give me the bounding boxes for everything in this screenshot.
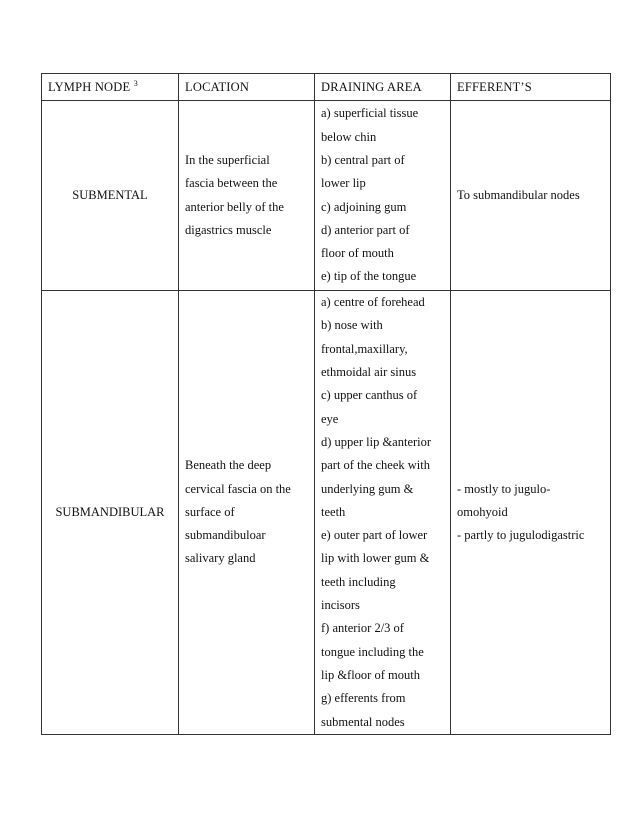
table-header-row — [42, 74, 611, 101]
header-lymph-node — [42, 74, 179, 101]
text-line: ethmoidal air sinus — [321, 365, 417, 380]
cell-efferents — [451, 101, 611, 291]
header-lymph-node-label: LYMPH NODE — [48, 80, 131, 94]
text-line: - partly to jugulodigastric — [457, 528, 585, 543]
lymph-node-table — [41, 73, 611, 735]
text-line: e) outer part of lower — [321, 528, 428, 543]
cell-node-name: SUBMENTAL — [42, 101, 179, 291]
text-line: Beneath the deep — [185, 458, 272, 473]
text-line: tongue including the — [321, 644, 424, 659]
text-line: g) efferents from — [321, 691, 406, 706]
header-location: LOCATION — [179, 74, 315, 101]
text-line: lip with lower gum & — [321, 551, 430, 566]
text-line: part of the cheek with — [321, 458, 430, 473]
text-line: b) nose with — [321, 318, 383, 333]
text-line: d) upper lip &anterior — [321, 434, 432, 449]
text-line: omohyoid — [457, 504, 508, 519]
table-row — [42, 101, 611, 291]
text-line: b) central part of — [321, 152, 405, 167]
text-line: e) tip of the tongue — [321, 269, 417, 284]
header-efferents: EFFERENT’S — [451, 74, 611, 101]
cell-draining-area — [315, 101, 451, 291]
text-line: lower lip — [321, 176, 366, 191]
text-line: anterior belly of the — [185, 199, 284, 214]
text-line: a) superficial tissue — [321, 106, 419, 121]
text-line: - mostly to jugulo- — [457, 481, 551, 496]
text-line: a) centre of forehead — [321, 295, 425, 310]
cell-node-name: SUBMANDIBULAR — [42, 291, 179, 735]
text-line: submandibuloar — [185, 528, 266, 543]
text-line: teeth — [321, 504, 346, 519]
cell-location — [179, 101, 315, 291]
text-line: digastrics muscle — [185, 222, 272, 237]
text-line: lip &floor of mouth — [321, 667, 420, 682]
text-line: frontal,maxillary, — [321, 341, 408, 356]
text-line: To submandibular nodes — [457, 187, 580, 202]
text-line: underlying gum & — [321, 481, 414, 496]
text-line: c) upper canthus of — [321, 388, 418, 403]
text-line: below chin — [321, 129, 377, 144]
header-footnote-marker: 3 — [133, 78, 138, 88]
cell-location — [179, 291, 315, 735]
table-row — [42, 291, 611, 735]
text-line: cervical fascia on the — [185, 481, 291, 496]
text-line: eye — [321, 411, 339, 426]
cell-draining-area — [315, 291, 451, 735]
text-line: fascia between the — [185, 176, 278, 191]
text-line: d) anterior part of — [321, 222, 410, 237]
text-line: surface of — [185, 504, 235, 519]
cell-efferents — [451, 291, 611, 735]
text-line: f) anterior 2/3 of — [321, 621, 404, 636]
text-line: floor of mouth — [321, 246, 394, 261]
text-line: salivary gland — [185, 551, 256, 566]
text-line: In the superficial — [185, 152, 270, 167]
text-line: submental nodes — [321, 714, 405, 729]
text-line: teeth including — [321, 574, 396, 589]
header-draining-area: DRAINING AREA — [315, 74, 451, 101]
text-line: incisors — [321, 598, 360, 613]
text-line: c) adjoining gum — [321, 199, 407, 214]
